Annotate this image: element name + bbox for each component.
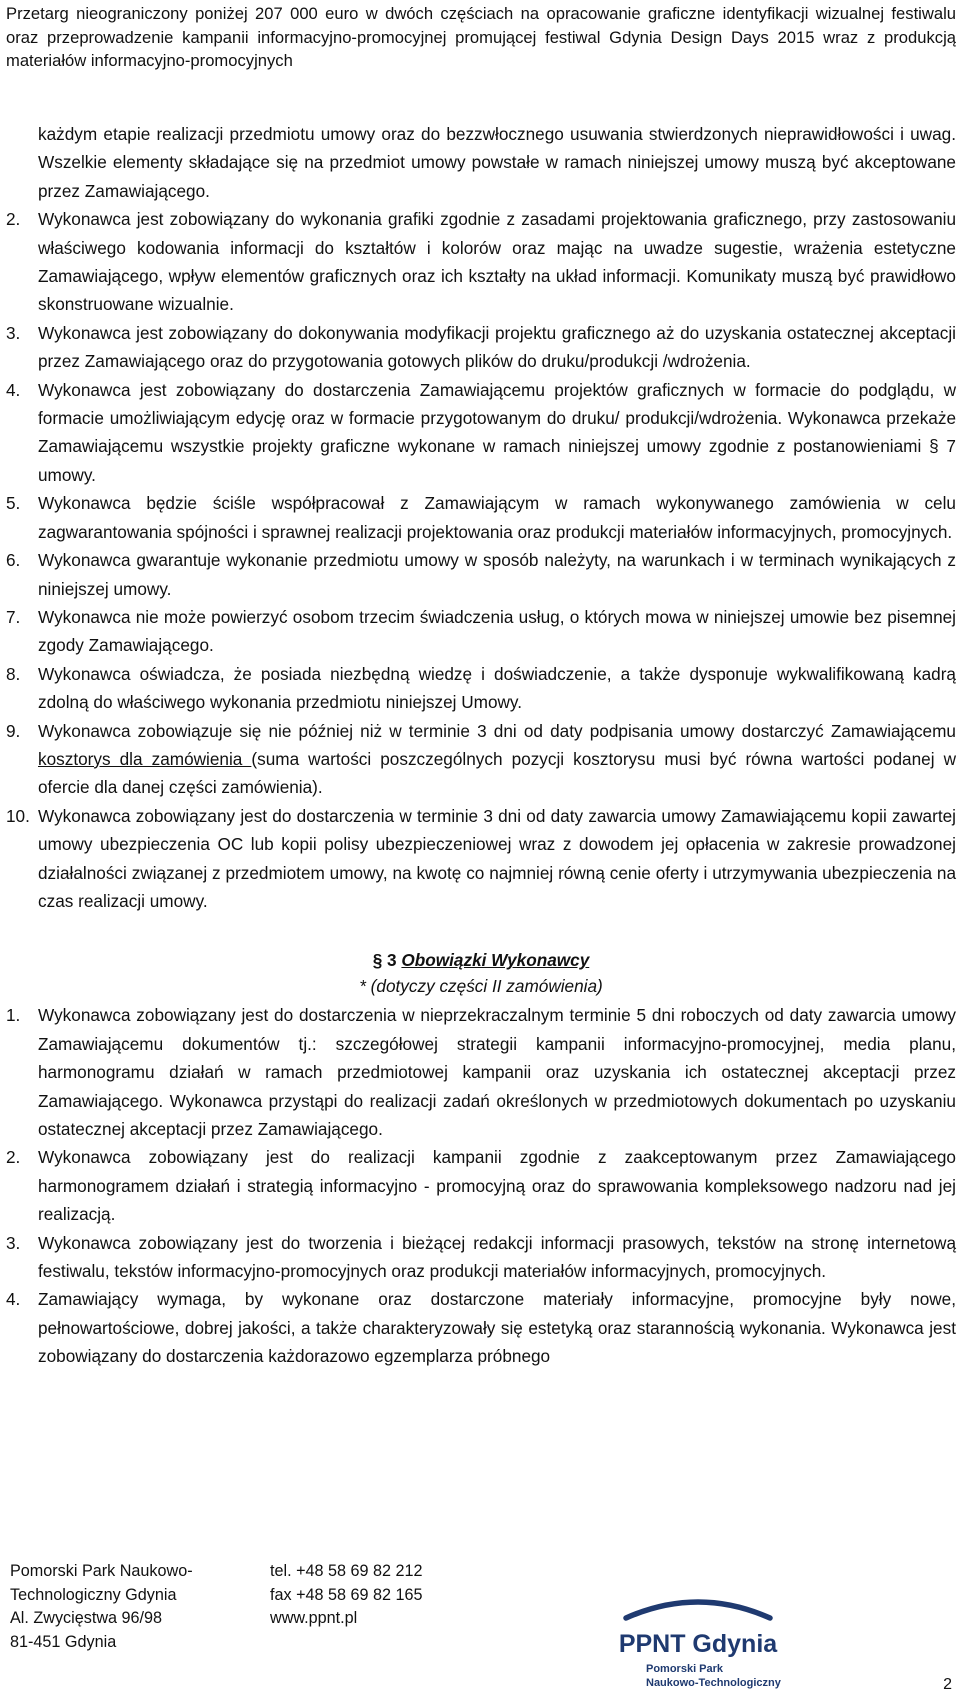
item-number: 4. — [6, 379, 21, 400]
logo-line-1: Pomorski Park — [646, 1663, 724, 1675]
list-item — [6, 717, 956, 802]
item-number: 6. — [6, 550, 21, 571]
footer-contact — [270, 1560, 423, 1631]
item-text: Wykonawca jest zobowiązany do wykonania grafiki zgodnie z zasadami projektowania graficznego, przy zastosowaniu właściwego kodowania informacji do kształtów i kolorów oraz mając na uwadze sugestie, wrażenia estetyczne Zamawiającego, wpływ elementów graficznych oraz ich kształty na układ informacji. Komunikaty muszą być prawidłowo skonstruowane wizualnie. — [38, 209, 956, 315]
section-subtitle: * (dotyczy części II zamówienia) — [359, 976, 603, 997]
continuation-paragraph: każdym etapie realizacji przedmiotu umowy oraz do bezzwłocznego usuwania stwierdzonych nieprawidłowości i uwag. Wszelkie elementy składające się na przedmiot umowy powstałe w ramach niniejszej umowy muszą być akceptowane przez Zamawiającego. — [38, 124, 956, 201]
address-line: Technologiczny Gdynia — [10, 1585, 177, 1604]
list-item — [6, 802, 956, 916]
item-number: 9. — [6, 720, 21, 741]
list-item — [6, 546, 956, 603]
phone-number: tel. +48 58 69 82 212 — [270, 1562, 423, 1580]
website-url: www.ppnt.pl — [270, 1609, 358, 1627]
item-text: Wykonawca będzie ściśle współpracował z Zamawiającym w ramach wykonywanego zamówienia w celu zagwarantowania spójności i sprawnej realizacji projektowania oraz produkcji materiałów informacyjnych, promocyjnych. — [38, 493, 956, 542]
cost-estimate-underlined: kosztorys dla zamówienia — [38, 748, 252, 769]
section-symbol: § 3 — [372, 950, 397, 971]
item-number: 2. — [6, 1147, 21, 1168]
list-item — [6, 603, 956, 660]
list-item — [6, 205, 956, 319]
item-text: Wykonawca gwarantuje wykonanie przedmiotu umowy w sposób należyty, na warunkach i w terminach wynikających z niniejszej umowy. — [38, 550, 956, 599]
item-text: Wykonawca jest zobowiązany do dokonywania modyfikacji projektu graficznego aż do uzyskania ostatecznej akceptacji przez Zamawiającego oraz do przygotowania gotowych plików do druku/produkcji /wdrożenia. — [38, 322, 956, 372]
list-item — [6, 1001, 956, 1143]
item-number: 5. — [6, 493, 21, 514]
document-body — [6, 120, 956, 1371]
list-item — [6, 1229, 956, 1286]
header-line-1: Przetarg nieograniczony poniżej 207 000 euro w dwóch częściach na opracowanie graficzne identyfikacji wizualnej festiwalu — [6, 4, 956, 23]
item-text-after: (suma wartości poszczególnych pozycji kosztorysu musi być równa wartości podanej w ofercie dla danej części zamówienia). — [38, 748, 956, 798]
section-heading — [6, 947, 956, 973]
list-item — [6, 489, 956, 546]
list-item — [6, 1143, 956, 1228]
list-item — [6, 1285, 956, 1370]
document-header — [6, 2, 956, 73]
item-number: 10. — [6, 805, 30, 826]
logo-title: PPNT Gdynia — [618, 1630, 778, 1658]
item-number: 1. — [6, 1005, 21, 1026]
item-number: 7. — [6, 606, 21, 627]
obligations-list-2 — [6, 1001, 956, 1370]
footer-address — [10, 1560, 193, 1654]
ppnt-logo — [608, 1590, 788, 1700]
item-text: Wykonawca oświadcza, że posiada niezbędną wiedzę i doświadczenie, a także dysponuje wykwalifikowaną kadrą zdolną do właściwego wykonania przedmiotu niniejszej Umowy. — [38, 663, 956, 713]
item-text: Wykonawca jest zobowiązany do dostarczenia Zamawiającemu projektów graficznych w formacie do podglądu, w formacie umożliwiającym edycję oraz w formacie przygotowanym do druku/ produkcji/wdrożenia. Wykonawca przekaże Zamawiającemu wszystkie projekty graficzne wykonane w ramach niniejszej umowy zgodnie z postanowieniami § 7 umowy. — [38, 379, 956, 485]
item-number: 3. — [6, 322, 21, 343]
item-text: Wykonawca zobowiązany jest do realizacji kampanii zgodnie z zaakceptowanym przez Zamawiającego harmonogramem działań i strategią informacyjno - promocyjną oraz do sprawowania kompleksowego nadzoru nad jej realizacją. — [38, 1147, 956, 1225]
item-text: Wykonawca zobowiązany jest do dostarczenia w terminie 3 dni od daty zawarcia umowy Zamawiającemu kopii zawartej umowy ubezpieczenia OC lub kopii polisy ubezpieczeniowej wraz z dowodem jej opłacenia w zakresie prowadzonej działalności związanej z przedmiotem umowy, na kwotę co najmniej równą cenie oferty i utrzymywania ubezpieczenia na czas realizacji umowy. — [38, 805, 956, 911]
section-title: Obowiązki Wykonawcy — [401, 950, 590, 971]
item-text: Wykonawca zobowiązany jest do dostarczenia w nieprzekraczalnym terminie 5 dni roboczych od daty zawarcia umowy Zamawiającemu dokumentów tj.: szczegółowej strategii kampanii informacyjno-promocyjnej, media planu, harmonogramu działań w ramach przedmiotowej kampanii oraz uzyskania ich ostatecznej akceptacji przez Zamawiającego. Wykonawca przystąpi do realizacji zadań określonych w przedmiotowych dokumentach po uzyskaniu ostatecznej akceptacji przez Zamawiającego. — [38, 1005, 956, 1139]
item-text-before: Wykonawca zobowiązuje się nie później niż w terminie 3 dni od daty podpisania umowy dostarczyć Zamawiającemu — [38, 720, 956, 741]
header-line-2: oraz przeprowadzenie kampanii informacyjno-promocyjnej promującej festiwal Gdynia Design Days 2015 wraz z produkcją — [6, 27, 956, 47]
list-item — [6, 376, 956, 490]
fax-number: fax +48 58 69 82 165 — [270, 1585, 423, 1604]
list-item — [6, 319, 956, 376]
header-line-3: materiałów informacyjno-promocyjnych — [6, 51, 293, 70]
address-line: Al. Zwycięstwa 96/98 — [10, 1609, 163, 1627]
item-text: Zamawiający wymaga, by wykonane oraz dostarczone materiały informacyjne, promocyjne były nowe, pełnowartościowe, dobrej jakości, a także charakteryzowały się estetyką oraz starannością wykonania. Wykonawca jest zobowiązany do dostarczenia każdorazowo egzemplarza próbnego — [38, 1289, 956, 1367]
document-footer — [0, 1560, 960, 1696]
item-number: 8. — [6, 663, 21, 684]
address-line: 81-451 Gdynia — [10, 1632, 117, 1651]
logo-line-2: Naukowo-Technologiczny — [646, 1677, 781, 1689]
item-number: 4. — [6, 1289, 21, 1310]
page-number: 2 — [943, 1676, 952, 1693]
list-item — [6, 660, 956, 717]
item-text: Wykonawca zobowiązany jest do tworzenia i bieżącej redakcji informacji prasowych, tekstów na stronę internetową festiwalu, tekstów informacyjno-promocyjnych oraz produkcji materiałów informacyjnych, promocyjnych. — [38, 1232, 956, 1282]
obligations-list-1 — [6, 205, 956, 915]
item-number: 3. — [6, 1232, 21, 1253]
logo-arc — [626, 1602, 770, 1618]
address-line: Pomorski Park Naukowo- — [10, 1562, 193, 1580]
item-text: Wykonawca nie może powierzyć osobom trzecim świadczenia usług, o których mowa w niniejszej umowie bez pisemnej zgody Zamawiającego. — [38, 606, 956, 656]
item-number: 2. — [6, 209, 21, 230]
